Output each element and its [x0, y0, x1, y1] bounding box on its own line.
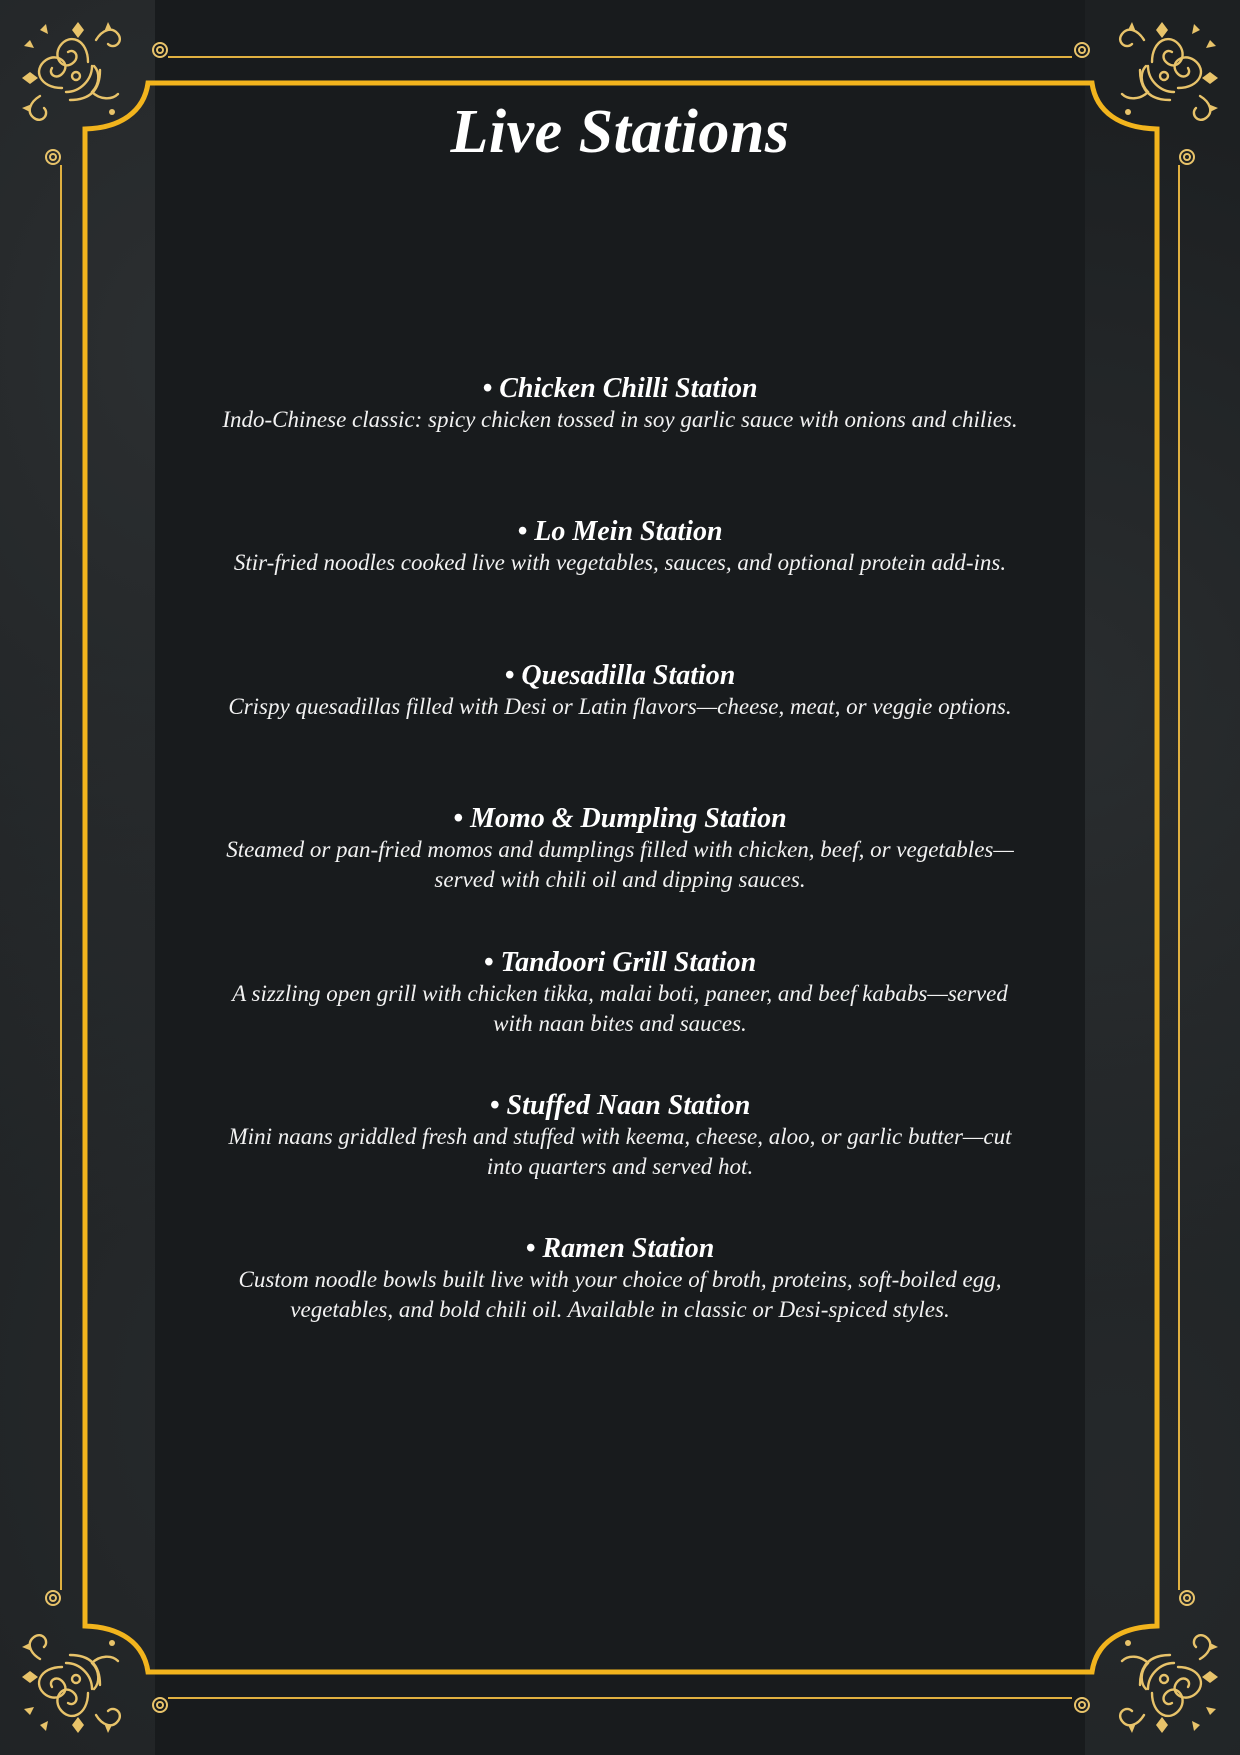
station-item [200, 1090, 1040, 1233]
station-name: • Tandoori Grill Station [483, 946, 757, 978]
station-description: Mini naans griddled fresh and stuffed with keema, cheese, aloo, or garlic butter—cut into quarters and served hot. [228, 1123, 1012, 1179]
station-description: A sizzling open grill with chicken tikka, malai boti, paneer, and beef kababs—served with naan bites and sauces. [232, 980, 1008, 1036]
station-description: Custom noodle bowls built live with your choice of broth, proteins, soft-boiled egg, vegetables, and bold chili oil. Available in classic or Desi-spiced styles. [238, 1267, 1002, 1323]
station-description: Indo-Chinese classic: spicy chicken tossed in soy garlic sauce with onions and chilies. [222, 407, 1018, 432]
station-name: • Quesadilla Station [504, 659, 736, 691]
station-item [200, 516, 1040, 659]
page-title: Live Stations [450, 98, 790, 166]
station-name: • Stuffed Naan Station [489, 1089, 751, 1121]
station-description: Steamed or pan-fried momos and dumplings filled with chicken, beef, or vegetables—served with chili oil and dipping sauces. [226, 837, 1014, 893]
menu-content [200, 0, 1040, 1755]
station-description: Stir-fried noodles cooked live with vegetables, sauces, and optional protein add-ins. [233, 550, 1007, 576]
station-name: • Lo Mein Station [517, 516, 723, 548]
station-item [200, 373, 1040, 516]
station-item [200, 947, 1040, 1090]
station-list [200, 373, 1040, 1377]
station-name: • Ramen Station [525, 1233, 715, 1265]
station-item [200, 803, 1040, 946]
station-item [200, 1233, 1040, 1376]
station-description: Crispy quesadillas filled with Desi or Latin flavors—cheese, meat, or veggie options. [228, 693, 1012, 719]
station-name: • Chicken Chilli Station [482, 373, 758, 404]
station-name: • Momo & Dumpling Station [453, 803, 787, 835]
station-item [200, 660, 1040, 803]
